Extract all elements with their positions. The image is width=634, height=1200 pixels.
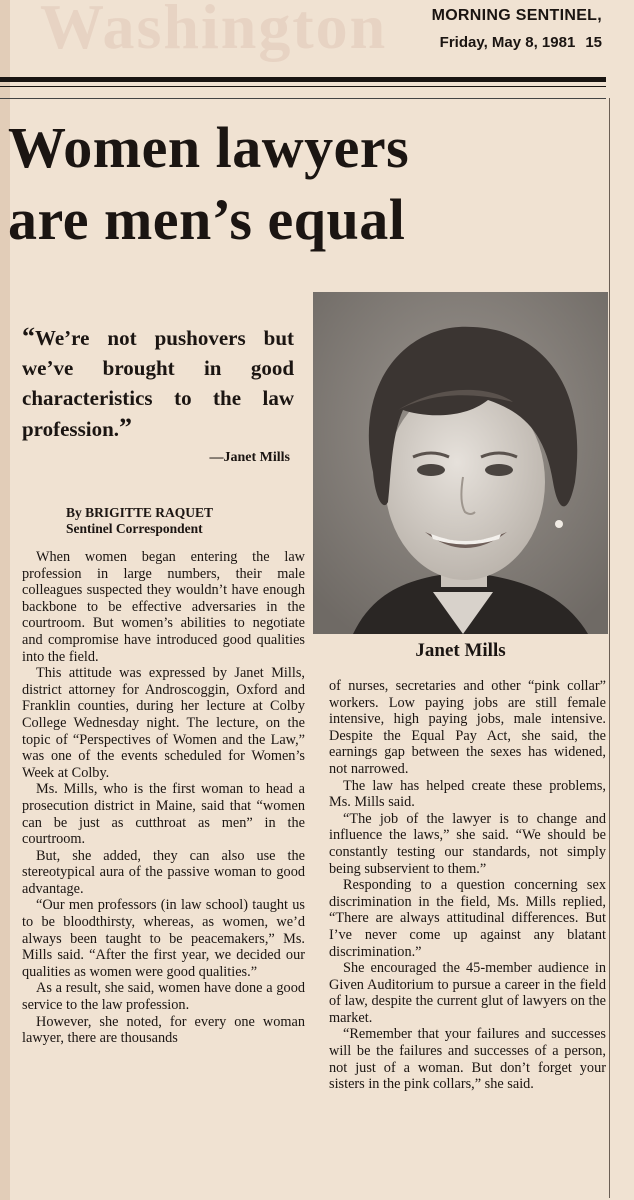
paragraph: “Remember that your failures and successes will be the failures and successes of a person, not just of a woman. But don’t forget your sisters in the pink collars,” she said.	[329, 1026, 606, 1093]
pull-quote	[22, 322, 294, 444]
dateline	[432, 29, 602, 56]
masthead-rule	[0, 77, 606, 82]
portrait-illustration	[313, 292, 608, 634]
close-quote-mark: ”	[119, 413, 133, 442]
paragraph: “The job of the lawyer is to change and influence the laws,” she said. “We should be constantly testing our standards, not simply being subservient to them.”	[329, 810, 606, 877]
headline-line-2: are men’s equal	[8, 187, 406, 252]
headline-line-1: Women lawyers	[8, 115, 410, 180]
headline	[8, 112, 598, 256]
paragraph: This attitude was expressed by Janet Mills, district attorney for Androscoggin, Oxford and Franklin counties, during her lecture at Colby College Wednesday night. The lecture, on the topic of “Perspectives of Women and the Law,” was one of the events scheduled for Women’s Week at Colby.	[22, 665, 305, 781]
issue-date: Friday, May 8, 1981	[439, 34, 576, 51]
paragraph: She encouraged the 45-member audience in Given Auditorium to pursue a career in the field of law, despite the current glut of lawyers on the market.	[329, 960, 606, 1026]
paragraph: “Our men professors (in law school) taught us to be bloodthirsty, whereas, as women, we’d always been taught to be peacemakers,” Ms. Mills said. “After the first year, we decided our qualities as women were good qualities.”	[22, 897, 305, 980]
bleed-through-text: Washington	[40, 0, 388, 62]
paragraph: However, she noted, for every one woman lawyer, there are thousands	[22, 1013, 305, 1047]
article-box-top-border	[0, 98, 606, 99]
paragraph: The law has helped create these problems, Ms. Mills said.	[329, 777, 606, 811]
masthead-rule-thin	[0, 86, 606, 87]
article-column-2	[329, 678, 606, 1093]
byline	[66, 505, 266, 537]
article-box-right-border	[609, 98, 610, 1198]
portrait-photo	[313, 292, 608, 634]
article-column-1	[22, 549, 305, 1047]
byline-author: By BRIGITTE RAQUET	[66, 505, 214, 520]
paragraph: When women began entering the law profession in large numbers, their male colleagues suspected they wouldn’t have enough backbone to be effective adversaries in the courtroom. But women’s abilities to negotiate and compromise have introduced good qualities into the field.	[22, 549, 305, 665]
paragraph: Ms. Mills, who is the first woman to head a prosecution district in Maine, said that “women can be just as cutthroat as men” in the courtroom.	[22, 781, 305, 848]
page-number: 15	[585, 34, 602, 51]
paragraph: But, she added, they can also use the stereotypical aura of the passive woman to good advantage.	[22, 847, 305, 897]
pull-quote-attribution: —Janet Mills	[209, 450, 290, 465]
paragraph: of nurses, secretaries and other “pink collar” workers. Low paying jobs are still female intensive, high paying jobs, male intensive. Despite the Equal Pay Act, she said, the earnings gap between the sexes has widened, not narrowed.	[329, 678, 606, 777]
photo-caption: Janet Mills	[415, 640, 506, 661]
pull-quote-text: We’re not pushovers but we’ve brought in good characteristics to the law profession.	[22, 326, 294, 441]
byline-role: Sentinel Correspondent	[66, 521, 203, 536]
masthead	[432, 2, 602, 56]
newspaper-name: MORNING SENTINEL,	[431, 7, 602, 24]
open-quote-mark: “	[22, 322, 35, 351]
paragraph: Responding to a question concerning sex discrimination in the field, Ms. Mills replied, “There are always attitudinal differences. But I’ve never come up against any blatant discrimination.”	[329, 877, 606, 960]
paragraph: As a result, she said, women have done a good service to the law profession.	[22, 980, 305, 1014]
